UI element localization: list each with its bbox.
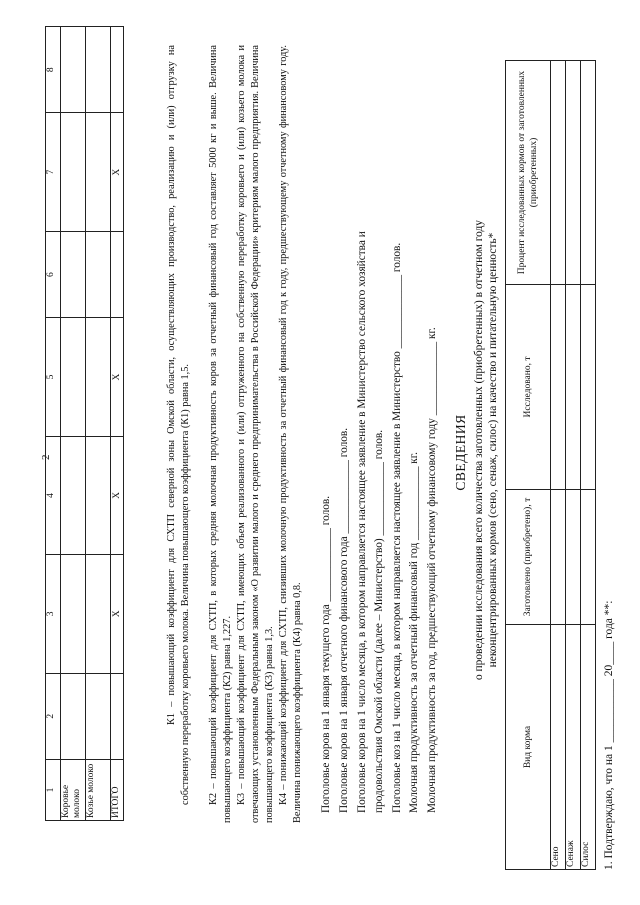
feed-type-cell: Силос (581, 625, 596, 870)
table-cell (86, 27, 111, 113)
table-cell (61, 27, 86, 113)
table-cell (86, 231, 111, 317)
table-cell (111, 27, 124, 113)
note-k3: К3 – повышающий коэффициент для СХТП, имеющих объем реализованного и (или) отгруженного на собственную переработку коровьего и (или) козьего молока и отвечающих установленным Федеральным законом «О развитии малого и среднего предпринимательства в Российской Федерации» критериям малого предприятия. Величина повышающего коэффициента (К3) равна 1,3. (236, 45, 275, 823)
table-cell: Х (111, 318, 124, 436)
table-cell (61, 231, 86, 317)
table-cell (86, 555, 111, 673)
table-cell (86, 318, 111, 436)
table-cell (111, 231, 124, 317)
header-percent: Процент исследованных кормов от заготовленных (приобретенных) (506, 61, 551, 285)
table-header-cell: 5 (46, 318, 61, 436)
table-cell (86, 113, 111, 231)
table-header-cell: 1 (46, 760, 61, 821)
table-cell: Х (111, 113, 124, 231)
table-header-row (46, 27, 61, 821)
table-row (581, 61, 596, 870)
goats-month-line: Поголовье коз на 1 число месяца, в котором направляется настоящее заявление в Министерство _____________ голов. (391, 242, 403, 813)
table-cell: Х (111, 436, 124, 554)
table-cell (581, 490, 596, 625)
table-header-cell: 6 (46, 231, 61, 317)
table-cell (61, 673, 86, 759)
cows-month-line: Поголовье коров на 1 число месяца, в котором направляется настоящее заявление в Министерство сельского хозяйства и (356, 231, 368, 813)
feed-type-cell: Сено (551, 625, 566, 870)
note-k1: К1 – повышающий коэффициент для СХТП северной зоны Омской области, осуществляющих производство, реализацию и (или) отгрузку на собственную переработку коровьего молока. Величина повышающего коэффициента (К1) равна 1,5. (166, 45, 191, 805)
table-cell (61, 113, 86, 231)
feed-research-table (505, 60, 596, 870)
milk-yield-previous-line: Молочная продуктивность за год, предшествующий отчетному финансовому году _____________ кг. (426, 327, 438, 813)
table-cell (61, 436, 86, 554)
table-cell (581, 61, 596, 285)
table-cell (566, 490, 581, 625)
note-k2: К2 – повышающий коэффициент для СХТП, в которых средняя молочная продуктивность коров за отчетный финансовый год составляет 5000 кг и выше. Величина повышающего коэффициента (К2) равна 1,227. (208, 45, 233, 823)
feed-type-cell: Сенаж (566, 625, 581, 870)
table-cell: Х (111, 555, 124, 673)
table-header-cell: 4 (46, 436, 61, 554)
table-row (551, 61, 566, 870)
table-cell (61, 555, 86, 673)
table-cell (111, 673, 124, 759)
milk-yield-reporting-line: Молочная продуктивность за отчетный финансовый год _____________ кг. (408, 452, 420, 813)
row-label: Коровье молоко (61, 760, 86, 821)
table-cell (61, 318, 86, 436)
svedeniya-subtitle: о проведении исследования всего количества заготовленных (приобретенных) в отчетном году неконцентрированных кормов (сено, сенаж, силос) на качество и питательную ценность* (473, 220, 499, 680)
row-label: ИТОГО (111, 760, 124, 821)
subsidy-calculation-table (45, 26, 124, 821)
header-feed-type: Вид корма (506, 625, 551, 870)
svedeniya-title: СВЕДЕНИЯ (453, 414, 468, 491)
table-cell (551, 61, 566, 285)
table-cell (86, 673, 111, 759)
row-label: Козье молоко (86, 760, 111, 821)
header-researched: Исследовано, т (506, 285, 551, 490)
table-row (86, 27, 111, 821)
note-k4: К4 – понижающий коэффициент для СХТП, снизивших молочную продуктивность за отчетный финансовый год к году, предшествующему отчетному финансовому году. Величина понижающего коэффициента (К4) равна 0,8. (278, 45, 303, 823)
header-procured: Заготовлено (приобретено), т (506, 490, 551, 625)
table-cell (566, 61, 581, 285)
table-header-cell: 7 (46, 113, 61, 231)
table-header-row (506, 61, 551, 870)
table-cell (86, 436, 111, 554)
table-row (61, 27, 86, 821)
table-row-total (111, 27, 124, 821)
confirmation-line: 1. Подтверждаю, что на 1 ___________ 20____ года **: (603, 600, 615, 870)
cows-jan1-current-line: Поголовье коров на 1 января текущего года _____________ голов. (320, 495, 332, 813)
ministry-line: продовольствия Омской области (далее – Министерство) _____________ голов. (373, 429, 385, 813)
page-number: 2 (40, 454, 52, 460)
table-cell (551, 490, 566, 625)
table-header-cell: 3 (46, 555, 61, 673)
table-header-cell: 2 (46, 673, 61, 759)
table-cell (581, 285, 596, 490)
table-row (566, 61, 581, 870)
table-header-cell: 8 (46, 27, 61, 113)
table-cell (551, 285, 566, 490)
table-cell (566, 285, 581, 490)
cows-jan1-reporting-line: Поголовье коров на 1 января отчетного финансового года _____________ голов. (338, 427, 350, 813)
